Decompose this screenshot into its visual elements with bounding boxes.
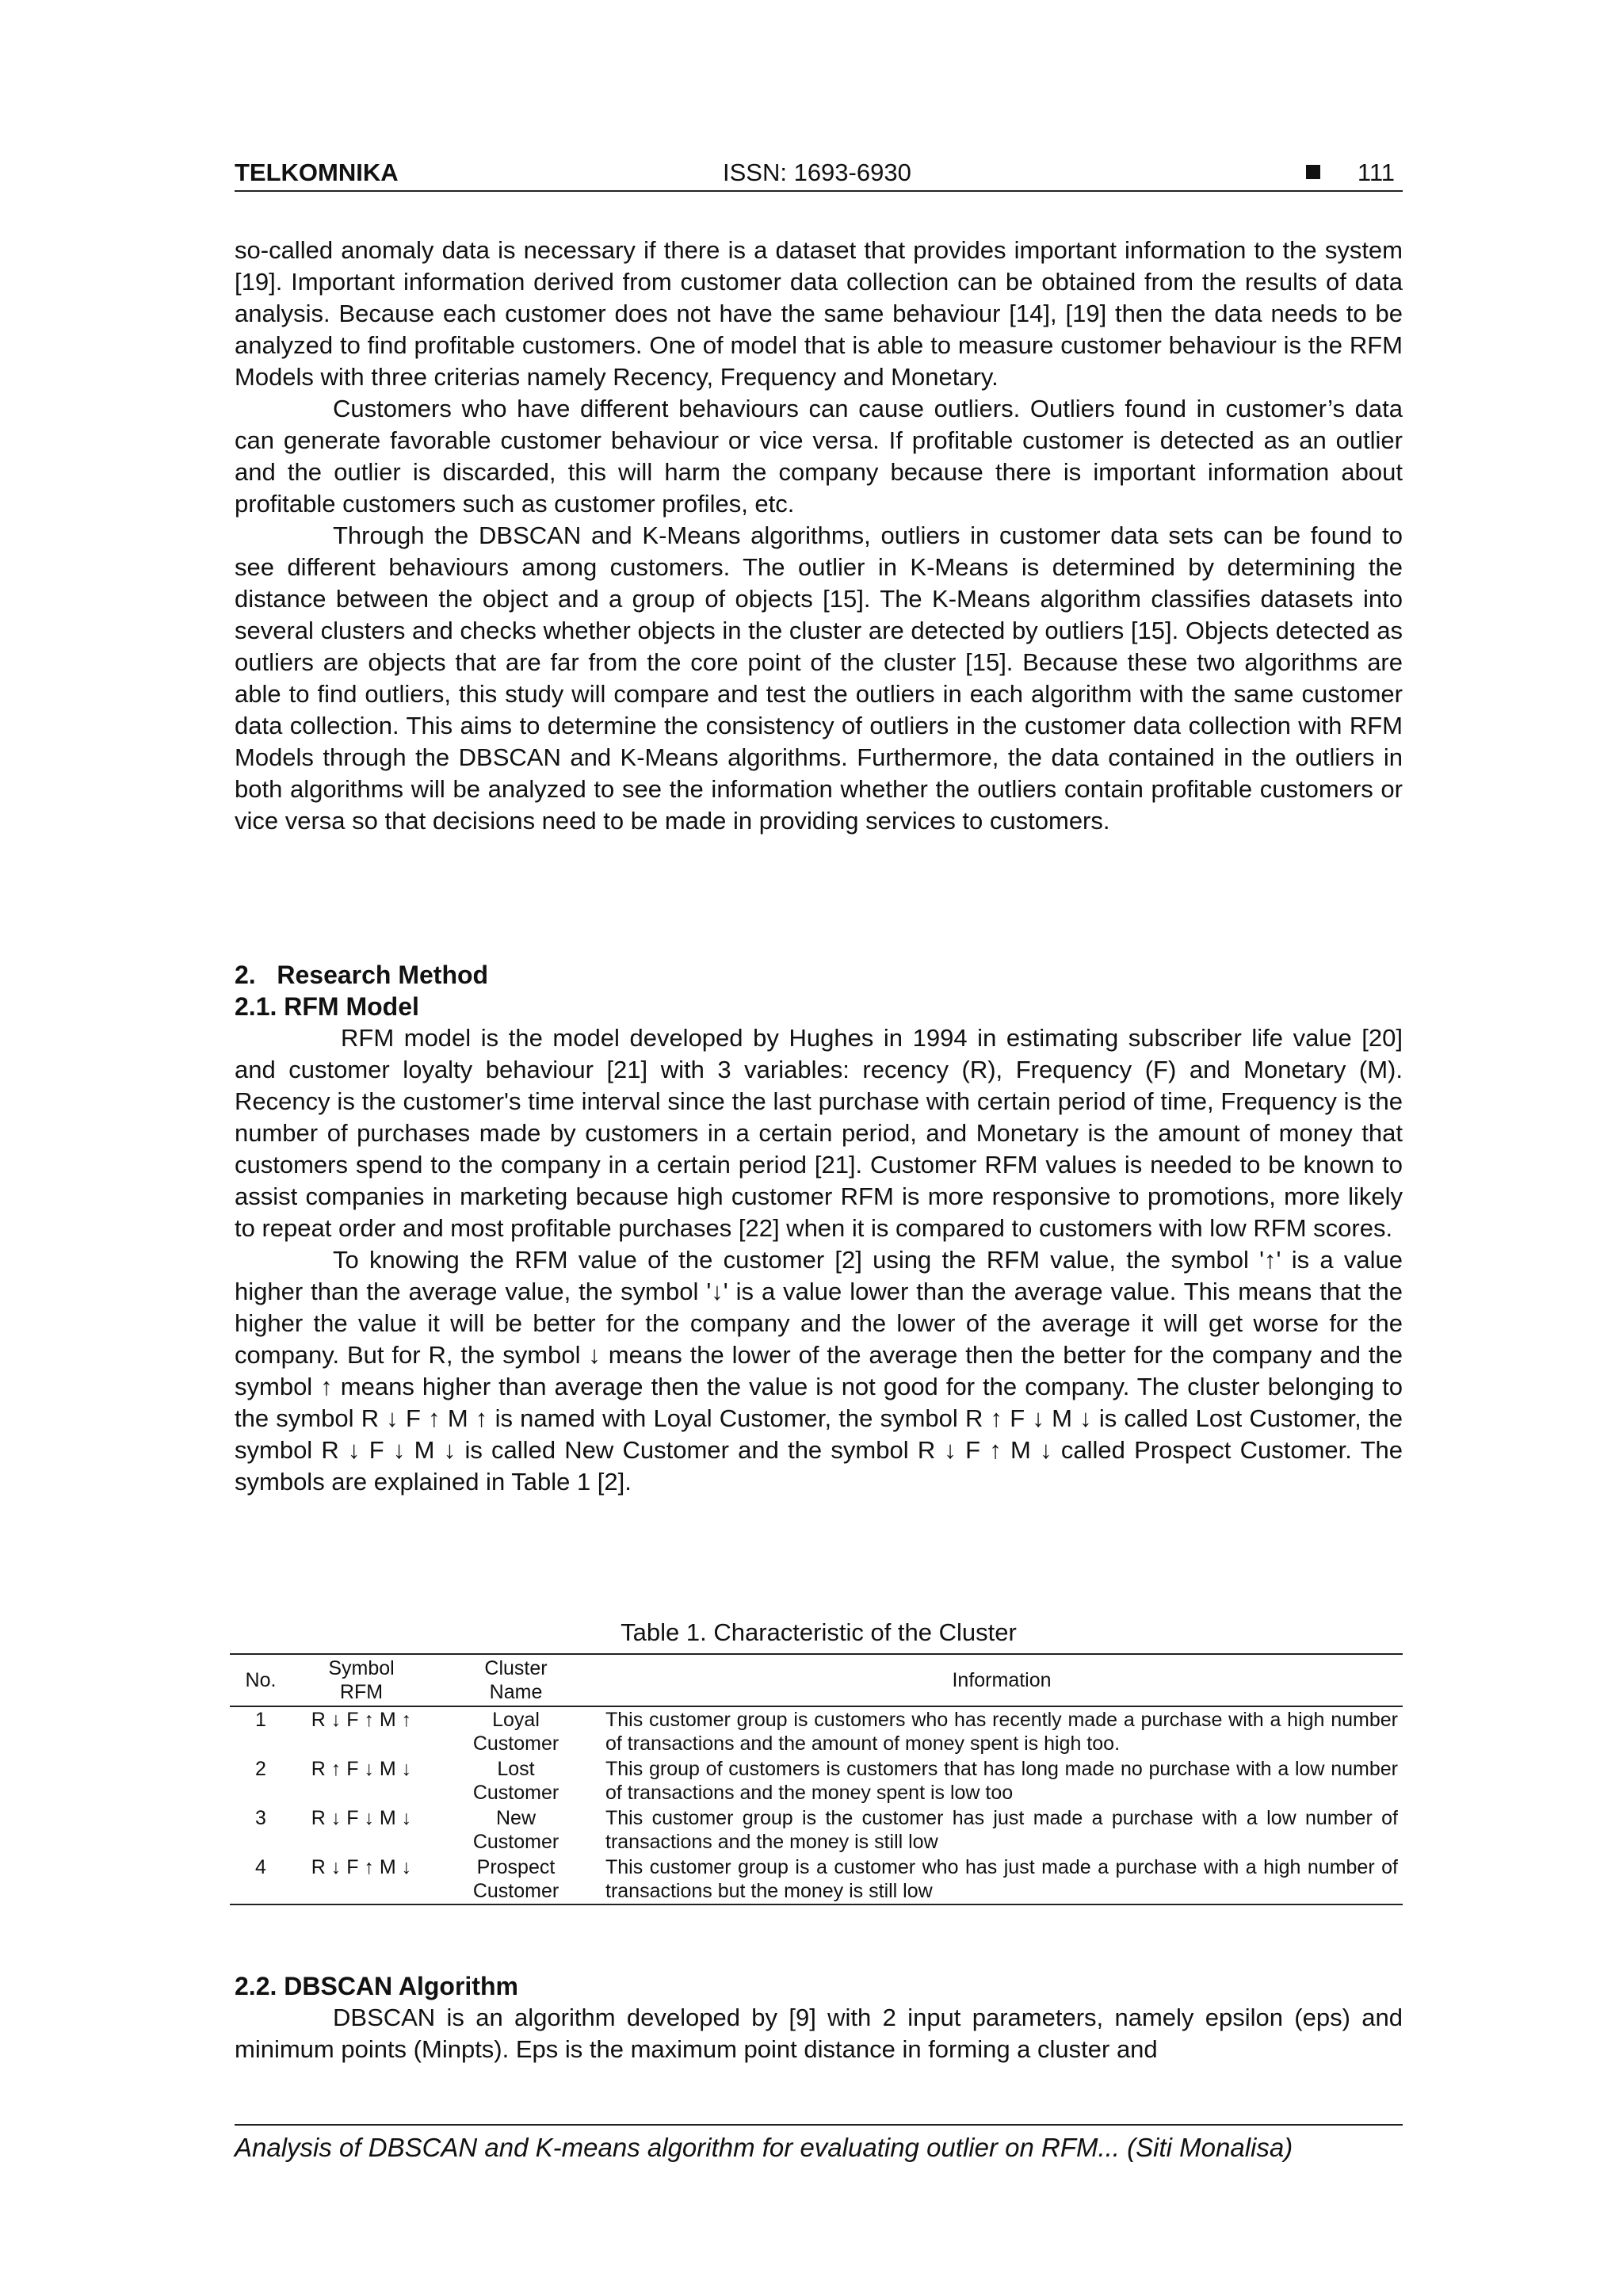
header-name-line1: Cluster [484,1657,548,1679]
cell-name-line1: Lost [497,1758,535,1780]
cell-information: This customer group is customers who has recently made a purchase with a high number of transactions and the amount of money spent is high too. [605,1709,1398,1755]
issn: ISSN: 1693-6930 [723,159,911,186]
table-caption: Table 1. Characteristic of the Cluster [621,1618,1017,1646]
table-row [230,1706,1403,1756]
dbscan-text [235,2002,1403,2065]
cell-cluster-name [431,1706,601,1756]
table-row [230,1805,1403,1855]
cell-symbol: R ↑ F ↓ M ↓ [311,1758,412,1780]
cell-cluster-name [431,1756,601,1805]
subsection-heading-rfm-model: 2.1. RFM Model [235,992,419,1021]
cell-name-line2: Customer [472,1831,559,1853]
cluster-characteristics-table [230,1653,1403,1905]
cell-no: 2 [255,1758,266,1780]
cell-symbol: R ↓ F ↓ M ↓ [311,1807,412,1829]
header-symbol [292,1654,431,1706]
cell-cluster-name [431,1805,601,1855]
running-footer: Analysis of DBSCAN and K-means algorithm for evaluating outlier on RFM... (Siti Monalisa) [235,2124,1403,2165]
page-number: 111 [1357,159,1395,186]
cell-symbol: R ↓ F ↑ M ↑ [311,1709,412,1731]
cell-no: 4 [255,1856,266,1878]
table-row [230,1855,1403,1904]
running-header [235,155,1403,192]
cell-no: 1 [255,1709,266,1731]
header-symbol-line2: RFM [339,1681,384,1703]
cell-information: This customer group is a customer who has just made a purchase with a high number of transactions but the money is still low [605,1856,1398,1902]
square-bullet-icon [1306,165,1320,179]
header-information: Information [952,1669,1052,1691]
cell-name-line2: Customer [472,1880,559,1902]
journal-name: TELKOMNIKA [235,159,399,186]
cell-cluster-name [431,1855,601,1904]
section-heading-research-method: 2. Research Method [235,961,489,989]
paragraph: so-called anomaly data is necessary if there is a dataset that provides important information to the system [19]. Important information derived from customer data collection can be obtained from the results of data analysis. Because each customer does not have the same behaviour [14], [19] then the data needs to be analyzed to find profitable customers. One of model that is able to measure customer behaviour is the RFM Models with three criterias namely Recency, Frequency and Monetary. [235,236,1403,391]
paragraph: Customers who have different behaviours can cause outliers. Outliers found in customer’s data can generate favorable customer behaviour or vice versa. If profitable customer is detected as an outlier and the outlier is discarded, this will harm the company because there is important information about profitable customers such as customer profiles, etc. [235,395,1403,518]
table-header-row [230,1654,1403,1706]
subsection-heading-dbscan: 2.2. DBSCAN Algorithm [235,1972,518,2000]
header-cluster-name [431,1654,601,1706]
cell-information: This customer group is the customer has just made a purchase with a low number of transactions and the money is still low [605,1807,1398,1853]
header-no: No. [245,1669,277,1691]
intro-text [235,235,1403,837]
rfm-model-text [235,1022,1403,1498]
cell-symbol: R ↓ F ↑ M ↓ [311,1856,412,1878]
cell-name-line1: Loyal [492,1709,540,1731]
paragraph: RFM model is the model developed by Hughes in 1994 in estimating subscriber life value [20] and customer loyalty behaviour [21] with 3 variables: recency (R), Frequency (F) and Monetary (M). Recency is the customer's time interval since the last purchase with certain period of time, Frequency is the number of purchases made by customers in a certain period, and Monetary is the amount of money that customers spend to the company in a certain period [21]. Customer RFM values is needed to be known to assist companies in marketing because high customer RFM is more responsive to promotions, more likely to repeat order and most profitable purchases [22] when it is compared to customers with low RFM scores. [235,1024,1403,1242]
cell-name-line1: Prospect [476,1856,556,1878]
cell-name-line1: New [495,1807,536,1829]
cell-name-line2: Customer [472,1733,559,1755]
paragraph: DBSCAN is an algorithm developed by [9] with 2 input parameters, namely epsilon (eps) and minimum points (Minpts). Eps is the maximum point distance in forming a cluster and [235,2004,1403,2063]
cell-no: 3 [255,1807,266,1829]
header-symbol-line1: Symbol [328,1657,395,1679]
cell-information: This group of customers is customers that has long made no purchase with a low number of transactions and the money spent is low too [605,1758,1398,1804]
paragraph: Through the DBSCAN and K-Means algorithms, outliers in customer data sets can be found to see different behaviours among customers. The outlier in K-Means is determined by determining the distance between the object and a group of objects [15]. The K-Means algorithm classifies datasets into several clusters and checks whether objects in the cluster are detected by outliers [15]. Objects detected as outliers are objects that are far from the core point of the cluster [15]. Because these two algorithms are able to find outliers, this study will compare and test the outliers in each algorithm with the same customer data collection. This aims to determine the consistency of outliers in the customer data collection with RFM Models through the DBSCAN and K-Means algorithms. Furthermore, the data contained in the outliers in both algorithms will be analyzed to see the information whether the outliers contain profitable customers or vice versa so that decisions need to be made in providing services to customers. [235,521,1403,835]
paragraph: To knowing the RFM value of the customer [2] using the RFM value, the symbol '↑' is a value higher than the average value, the symbol '↓' is a value lower than the average value. This means that the higher the value it will be better for the company and the lower of the average it will get worse for the company. But for R, the symbol ↓ means the lower of the average then the better for the company and the symbol ↑ means higher than average then the value is not good for the company. The cluster belonging to the symbol R ↓ F ↑ M ↑ is named with Loyal Customer, the symbol R ↑ F ↓ M ↓ is called Lost Customer, the symbol R ↓ F ↓ M ↓ is called New Customer and the symbol R ↓ F ↑ M ↓ called Prospect Customer. The symbols are explained in Table 1 [2]. [235,1246,1403,1496]
header-name-line2: Name [489,1681,543,1703]
cell-name-line2: Customer [472,1782,559,1804]
table-row [230,1756,1403,1805]
table-1 [230,1653,1403,1905]
